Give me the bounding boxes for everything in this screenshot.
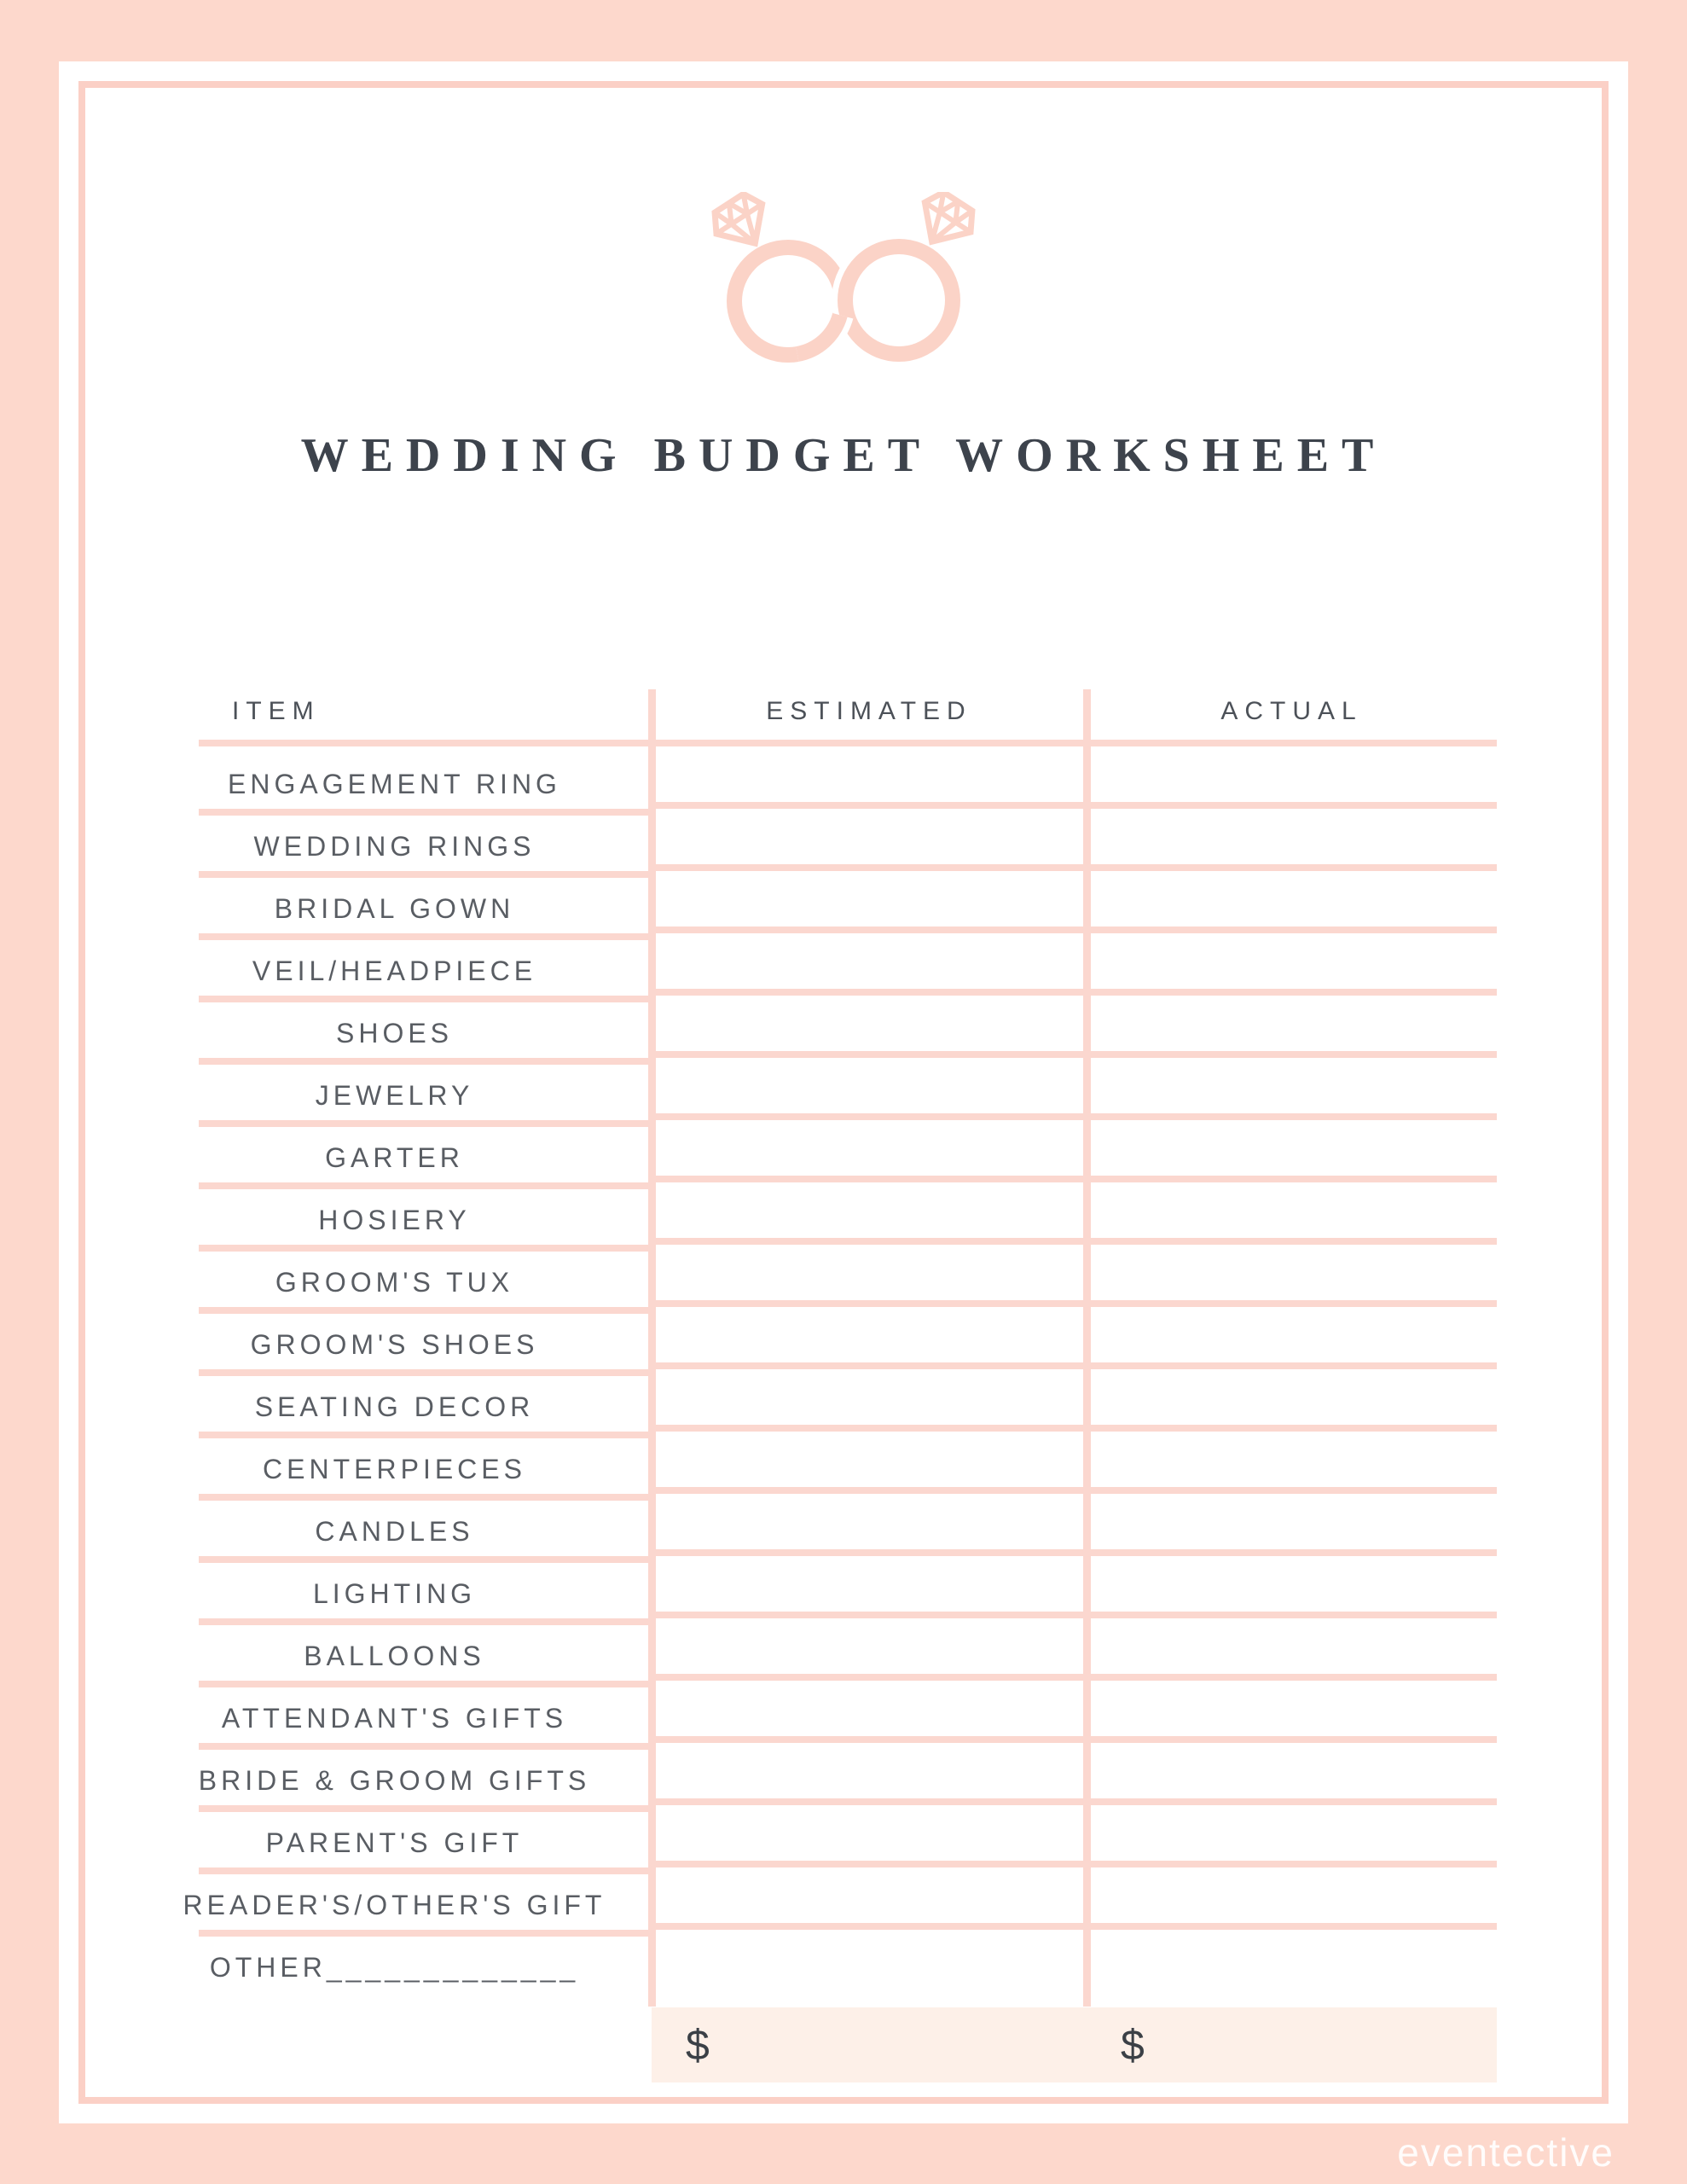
actual-cell[interactable] xyxy=(1087,940,1497,1002)
estimated-cell[interactable] xyxy=(652,753,1087,816)
item-label: BRIDAL GOWN xyxy=(274,893,515,924)
table-row xyxy=(199,1937,1497,1999)
item-label: BRIDE & GROOM GIFTS xyxy=(198,1765,591,1796)
item-label: GARTER xyxy=(325,1142,464,1173)
item-label: CENTERPIECES xyxy=(263,1454,526,1484)
item-label: OTHER_____________ xyxy=(209,1952,580,1983)
table-row xyxy=(199,878,1497,940)
estimated-cell[interactable] xyxy=(652,1314,1087,1376)
table-row xyxy=(199,1189,1497,1252)
item-label: HOSIERY xyxy=(318,1205,471,1235)
table-row xyxy=(199,1065,1497,1127)
item-label: GROOM'S SHOES xyxy=(250,1329,539,1360)
estimated-cell[interactable] xyxy=(652,1563,1087,1625)
table-row xyxy=(199,1687,1497,1750)
table-row xyxy=(199,1127,1497,1189)
table-row xyxy=(199,1812,1497,1874)
estimated-cell[interactable] xyxy=(652,1002,1087,1065)
actual-cell[interactable] xyxy=(1087,1937,1497,1999)
item-label: ENGAGEMENT RING xyxy=(228,769,561,799)
estimated-cell[interactable] xyxy=(652,940,1087,1002)
actual-cell[interactable] xyxy=(1087,878,1497,940)
item-label: LIGHTING xyxy=(312,1578,477,1609)
actual-cell[interactable] xyxy=(1087,1065,1497,1127)
wedding-rings-icon xyxy=(703,192,984,397)
page-title: WEDDING BUDGET WORKSHEET xyxy=(300,429,1387,482)
estimated-cell[interactable] xyxy=(652,1065,1087,1127)
estimated-cell[interactable] xyxy=(652,878,1087,940)
actual-cell[interactable] xyxy=(1087,1874,1497,1937)
estimated-cell[interactable] xyxy=(652,1376,1087,1438)
column-header-estimated: ESTIMATED xyxy=(766,696,972,725)
estimated-cell[interactable] xyxy=(652,1127,1087,1189)
table-header-row xyxy=(199,682,1497,746)
table-row xyxy=(199,753,1497,816)
actual-total-dollar[interactable]: $ xyxy=(1121,2021,1145,2069)
actual-cell[interactable] xyxy=(1087,1750,1497,1812)
table-row xyxy=(199,1002,1497,1065)
estimated-cell[interactable] xyxy=(652,1252,1087,1314)
actual-cell[interactable] xyxy=(1087,753,1497,816)
item-label: GROOM'S TUX xyxy=(275,1267,514,1298)
estimated-cell[interactable] xyxy=(652,1501,1087,1563)
table-row xyxy=(199,1625,1497,1687)
actual-cell[interactable] xyxy=(1087,1438,1497,1501)
actual-cell[interactable] xyxy=(1087,1127,1497,1189)
actual-cell[interactable] xyxy=(1087,1687,1497,1750)
item-label: PARENT'S GIFT xyxy=(265,1827,524,1858)
estimated-cell[interactable] xyxy=(652,1189,1087,1252)
totals-row xyxy=(652,2007,1497,2082)
column-divider-1 xyxy=(648,689,656,2007)
actual-cell[interactable] xyxy=(1087,1812,1497,1874)
table-row xyxy=(199,1563,1497,1625)
estimated-cell[interactable] xyxy=(652,1625,1087,1687)
budget-table xyxy=(183,682,1497,2090)
actual-cell[interactable] xyxy=(1087,1563,1497,1625)
table-row xyxy=(199,1252,1497,1314)
table-row xyxy=(199,1376,1497,1438)
worksheet-page xyxy=(59,61,1628,2123)
estimated-cell[interactable] xyxy=(652,1812,1087,1874)
estimated-cell[interactable] xyxy=(652,1750,1087,1812)
column-header-actual: ACTUAL xyxy=(1220,696,1363,725)
item-label: READER'S/OTHER'S GIFT xyxy=(183,1890,606,1920)
item-label: WEDDING RINGS xyxy=(253,831,536,862)
column-header-item: ITEM xyxy=(232,696,321,725)
table-row xyxy=(183,1874,1497,1937)
table-row xyxy=(199,1438,1497,1501)
actual-cell[interactable] xyxy=(1087,1314,1497,1376)
estimated-cell[interactable] xyxy=(652,816,1087,878)
actual-cell[interactable] xyxy=(1087,1625,1497,1687)
item-label: JEWELRY xyxy=(315,1080,474,1111)
item-label: CANDLES xyxy=(315,1516,474,1547)
item-label: SHOES xyxy=(335,1018,454,1048)
table-row xyxy=(199,816,1497,878)
item-label: VEIL/HEADPIECE xyxy=(252,956,537,986)
table-row xyxy=(199,1501,1497,1563)
estimated-cell[interactable] xyxy=(652,1687,1087,1750)
actual-cell[interactable] xyxy=(1087,1376,1497,1438)
estimated-cell[interactable] xyxy=(652,1874,1087,1937)
item-label: BALLOONS xyxy=(304,1641,485,1671)
estimated-cell[interactable] xyxy=(652,1937,1087,1999)
table-body xyxy=(183,753,1497,1999)
estimated-cell[interactable] xyxy=(652,1438,1087,1501)
table-row xyxy=(199,1314,1497,1376)
column-divider-2 xyxy=(1083,689,1091,2007)
estimated-total-dollar[interactable]: $ xyxy=(686,2021,710,2069)
eventective-watermark: eventective xyxy=(1397,2130,1615,2175)
table-row xyxy=(199,940,1497,1002)
actual-cell[interactable] xyxy=(1087,1252,1497,1314)
actual-cell[interactable] xyxy=(1087,1501,1497,1563)
table-row xyxy=(199,1750,1497,1812)
actual-cell[interactable] xyxy=(1087,1189,1497,1252)
item-label: ATTENDANT'S GIFTS xyxy=(221,1703,568,1734)
actual-cell[interactable] xyxy=(1087,1002,1497,1065)
actual-cell[interactable] xyxy=(1087,816,1497,878)
item-label: SEATING DECOR xyxy=(254,1391,535,1422)
